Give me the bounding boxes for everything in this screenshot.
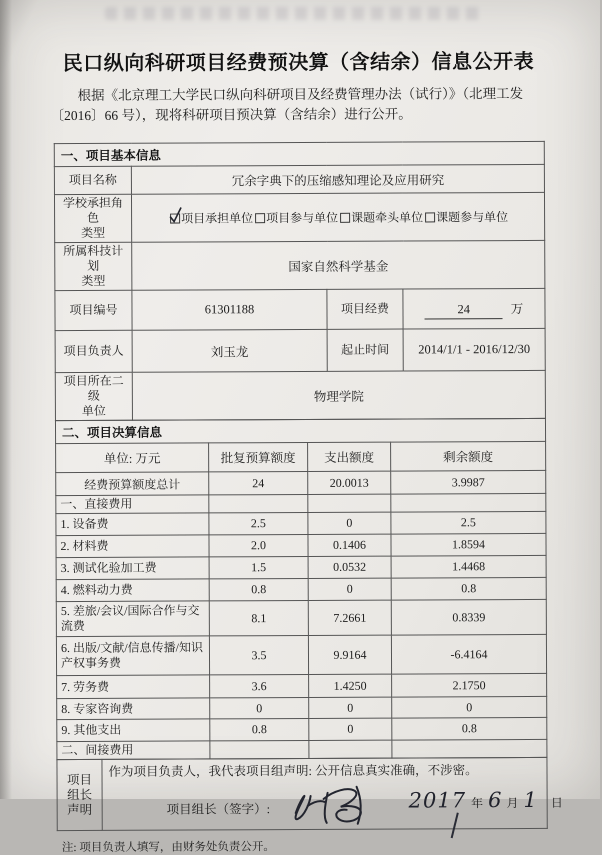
- signature-date: [409, 788, 568, 813]
- spent-cell: 7.2661: [308, 600, 391, 635]
- approved-cell: [209, 494, 308, 512]
- project-number-value: 61301188: [132, 289, 327, 330]
- approved-cell: 2.5: [209, 512, 308, 534]
- row-name: 5. 差旅/会议/国际合作与交流费: [56, 601, 209, 637]
- budget-unit: 万: [510, 301, 524, 316]
- table-row: [56, 577, 546, 601]
- remaining-cell: 0: [392, 696, 547, 718]
- table-row: [54, 192, 544, 242]
- approved-cell: 0: [210, 697, 309, 718]
- table-row: [57, 717, 547, 741]
- pen-stroke-artifact: [451, 813, 459, 839]
- table-row: [56, 470, 546, 495]
- project-leader-value: 刘玉龙: [132, 329, 327, 372]
- day-unit: 日: [550, 795, 563, 810]
- basic-info-table: [54, 141, 546, 421]
- row-name: 2. 材料费: [56, 535, 209, 558]
- role-type-label-line1: 学校承担角色: [62, 195, 124, 225]
- row-name: 一、直接费用: [56, 495, 209, 514]
- plan-type-label-line1: 所属科技计划: [63, 243, 124, 273]
- handwritten-month: 6: [488, 788, 502, 813]
- remaining-cell: 0.8: [392, 717, 547, 740]
- spent-cell: 0: [309, 718, 392, 740]
- settlement-table: [55, 418, 547, 760]
- project-name-value: 冗余字典下的压缩感知理论及应用研究: [131, 164, 544, 194]
- approved-cell: 2.0: [209, 534, 308, 556]
- table-header-row: [56, 441, 546, 472]
- spent-cell: 0: [309, 697, 392, 718]
- declaration-label: [57, 759, 102, 830]
- column-header-unit: 单位: 万元: [56, 443, 209, 473]
- declaration-content: [102, 757, 563, 830]
- approved-cell: [210, 740, 309, 758]
- spent-cell: 0: [308, 512, 391, 534]
- table-row: [56, 511, 546, 535]
- remaining-cell: [392, 739, 547, 758]
- spent-cell: [309, 740, 392, 758]
- role-option: [253, 209, 338, 226]
- year-unit: 年: [471, 796, 484, 811]
- approved-cell: 24: [209, 471, 308, 494]
- remaining-cell: 2.5: [391, 511, 546, 534]
- declaration-label-line1: 项目: [66, 772, 93, 787]
- row-name: 9. 其他支出: [57, 719, 210, 742]
- handwritten-day: 1: [523, 787, 537, 813]
- intro-line-1: 根据《北京理工大学民口纵向科研项目及经费管理办法（试行）》（北理工发: [77, 86, 524, 103]
- section-2-header: 二、项目决算信息: [55, 418, 545, 443]
- project-budget-value-cell: [403, 288, 545, 329]
- department-label: [55, 372, 132, 420]
- row-name: 6. 出版/文献/信息传播/知识产权事务费: [56, 636, 209, 676]
- row-name: 4. 燃料动力费: [56, 579, 209, 602]
- role-option-label: 课题牵头单位: [351, 210, 424, 225]
- intro-paragraph: [51, 84, 545, 126]
- signature-handwriting: [284, 783, 379, 829]
- spent-cell: 0: [308, 578, 391, 600]
- approved-cell: 1.5: [209, 556, 308, 578]
- declaration-table: [56, 757, 563, 831]
- table-row: [55, 288, 545, 330]
- approved-cell: 3.5: [209, 635, 308, 674]
- spent-cell: 1.4250: [309, 674, 392, 697]
- role-type-label: [54, 194, 131, 242]
- department-label-line1: 项目所在二级: [63, 373, 124, 403]
- role-option-checked: [168, 209, 253, 226]
- budget-amount: 24: [425, 302, 503, 319]
- checkbox-empty-icon: [340, 213, 350, 223]
- spent-cell: 9.9164: [308, 635, 391, 674]
- checkbox-empty-icon: [425, 212, 435, 222]
- role-type-options: [131, 192, 544, 242]
- handwritten-checkmark-icon: [168, 206, 184, 224]
- department-label-line2: 单位: [81, 403, 106, 418]
- page-title: 民口纵向科研项目经费预决算（含结余）信息公开表: [62, 50, 535, 76]
- table-row: [57, 696, 547, 719]
- role-type-label-line2: 类型: [81, 225, 106, 240]
- column-header-approved: 批复预算额度: [209, 442, 308, 471]
- spent-cell: 0.0532: [308, 556, 391, 578]
- department-value: 物理学院: [132, 370, 545, 420]
- row-name: 7. 劳务费: [57, 675, 210, 699]
- remaining-cell: 0.8: [391, 577, 546, 600]
- table-row: [55, 240, 545, 290]
- signature-line: [109, 786, 563, 828]
- row-name: 8. 专家咨询费: [57, 698, 210, 720]
- table-row: [56, 555, 546, 579]
- spent-cell: 20.0013: [308, 471, 391, 494]
- row-name: 二、间接费用: [57, 741, 210, 760]
- declaration-label-line3: 声明: [67, 802, 93, 817]
- signature-label: 项目组长（签字）:: [166, 802, 271, 817]
- row-name: 1. 设备费: [56, 513, 209, 536]
- handwritten-year: 2017: [408, 788, 467, 813]
- approved-cell: 0.8: [210, 718, 309, 740]
- plan-type-label: [55, 242, 132, 290]
- table-row: [57, 673, 547, 698]
- remaining-cell: 1.4468: [391, 555, 546, 578]
- footnote: 注: 项目负责人填写，由财务处负责公开。: [61, 841, 275, 855]
- project-disclosure-form: [54, 141, 563, 831]
- approved-cell: 0.8: [209, 578, 308, 600]
- project-budget-label: 项目经费: [327, 289, 403, 329]
- table-row: [56, 599, 546, 636]
- role-option-label: 项目承担单位: [181, 211, 254, 226]
- remaining-cell: [391, 493, 546, 512]
- remaining-cell: 1.8594: [391, 533, 546, 556]
- spent-cell: [308, 494, 391, 512]
- project-name-label: 项目名称: [54, 166, 131, 194]
- remaining-cell: 3.9987: [391, 470, 546, 494]
- approved-cell: 8.1: [209, 600, 308, 635]
- month-unit: 月: [506, 796, 519, 811]
- table-row: [56, 493, 546, 513]
- plan-type-value: 国家自然科学基金: [132, 240, 545, 290]
- column-header-remaining: 剩余额度: [391, 441, 546, 471]
- role-option: [338, 208, 423, 225]
- spent-cell: 0.1406: [308, 534, 391, 556]
- approved-cell: 3.6: [210, 674, 309, 697]
- row-name: 3. 测试化验加工费: [56, 557, 209, 580]
- remaining-cell: -6.4164: [391, 634, 546, 674]
- table-row: [56, 634, 546, 675]
- remaining-cell: 0.8339: [391, 599, 546, 635]
- duration-value: 2014/1/1 - 2016/12/30: [403, 328, 545, 371]
- remaining-cell: 2.1750: [392, 673, 547, 697]
- role-option: [423, 208, 508, 225]
- declaration-statement: 作为项目负责人，我代表项目组声明: 公开信息真实准确，不涉密。: [108, 763, 478, 779]
- project-leader-label: 项目负责人: [55, 330, 132, 372]
- intro-line-2: 〔2016〕66 号），现将科研项目预决算（含结余）进行公开。: [50, 106, 412, 124]
- duration-label: 起止时间: [327, 329, 403, 371]
- table-row: [55, 328, 545, 372]
- project-number-label: 项目编号: [55, 290, 132, 330]
- row-name: 经费预算额度总计: [56, 472, 209, 496]
- section-1-header: 一、项目基本信息: [54, 141, 544, 166]
- checkbox-checked-icon: [170, 214, 180, 224]
- table-row: [55, 370, 545, 420]
- table-row: [56, 533, 546, 557]
- plan-type-label-line2: 类型: [81, 273, 106, 288]
- role-option-label: 项目参与单位: [266, 210, 339, 226]
- declaration-label-line2: 组长: [67, 787, 93, 802]
- column-header-spent: 支出额度: [308, 442, 391, 471]
- table-row: [54, 164, 544, 194]
- checkbox-empty-icon: [255, 213, 265, 223]
- table-row: [57, 757, 547, 830]
- role-option-label: 课题参与单位: [436, 210, 509, 225]
